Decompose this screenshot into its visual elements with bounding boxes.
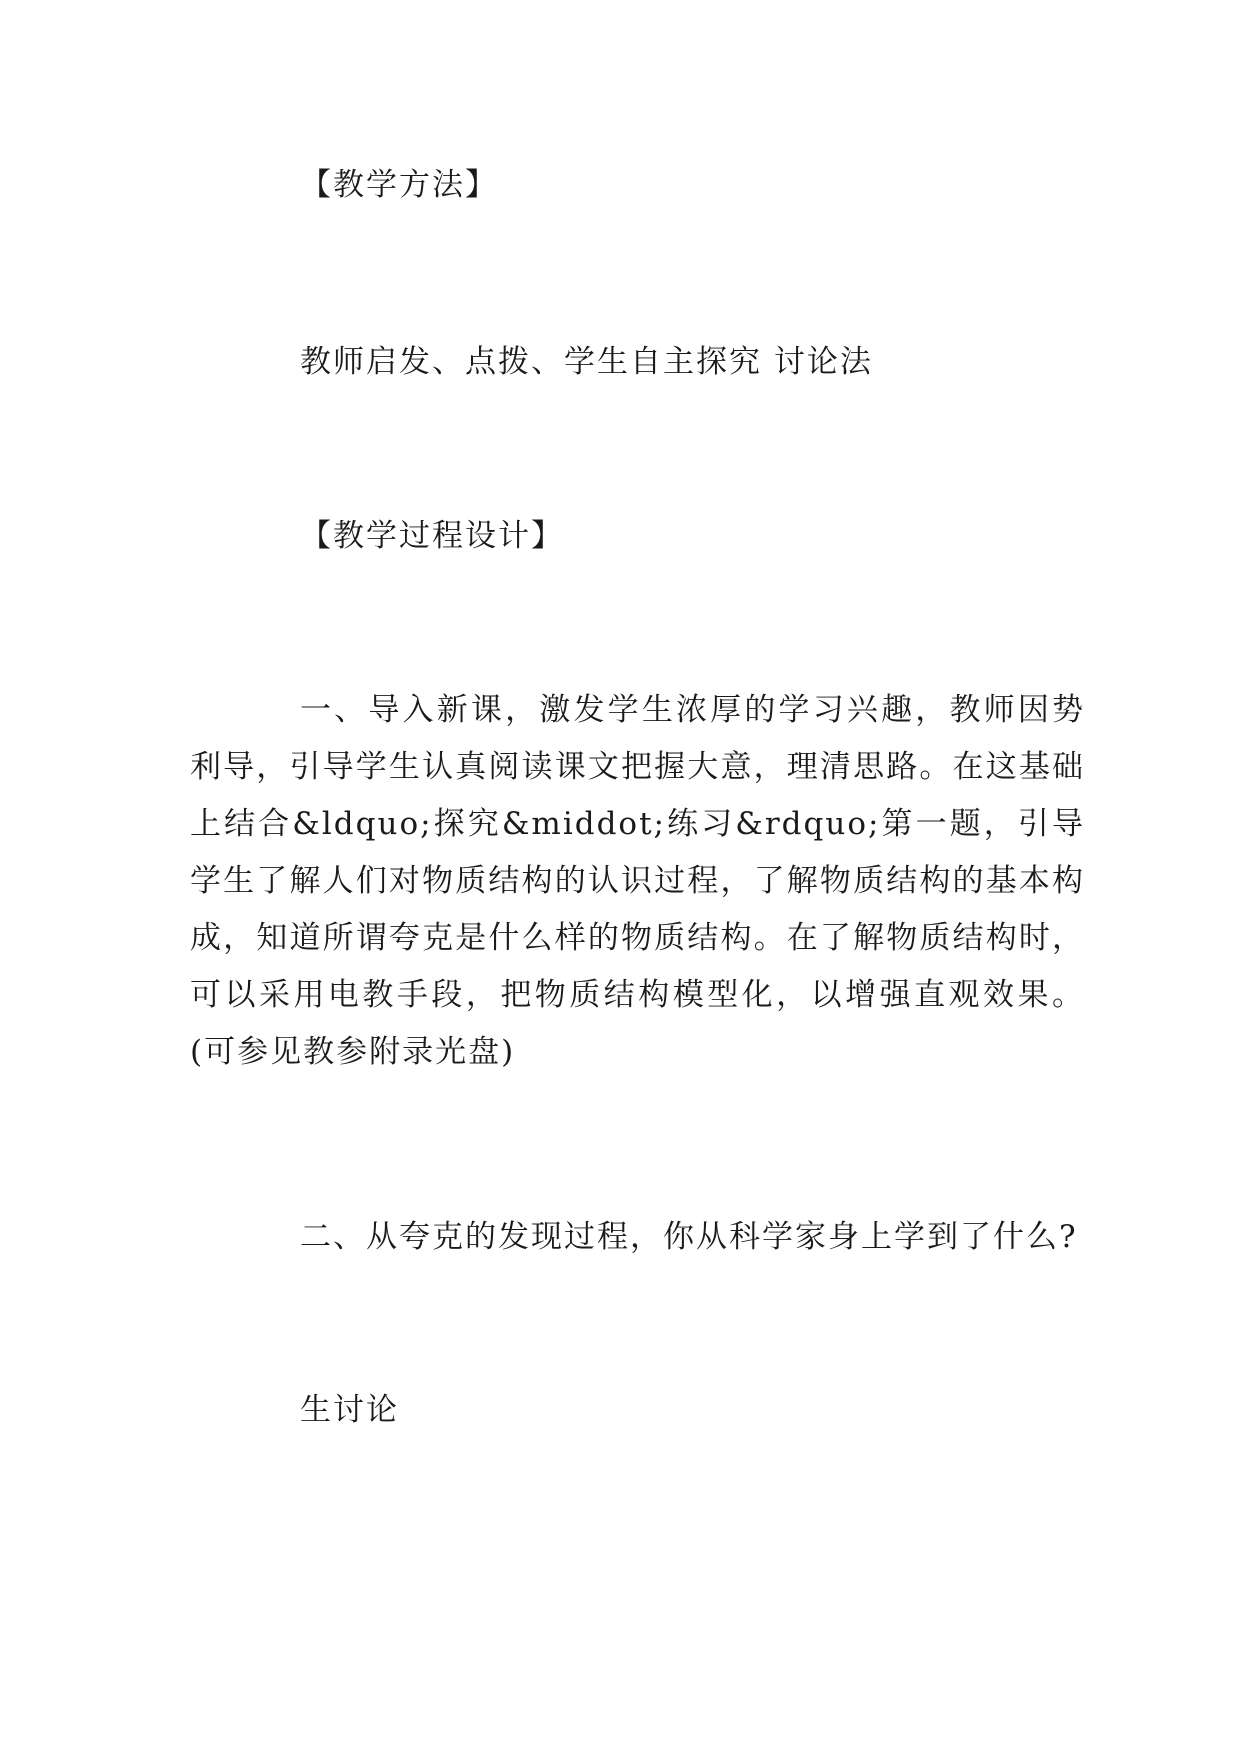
student-discussion-text: 生讨论 <box>300 1392 399 1428</box>
section-heading-teaching-method: 【教学方法】 <box>300 167 498 203</box>
paragraph-step-one: 一、导入新课，激发学生浓厚的学习兴趣，教师因势利导，引导学生认真阅读课文把握大意，理清思路。在这基础上结合&ldquo;探究&middot;练习&rdquo;第一题，引导学生了解人们对物质结构的认识过程，了解物质结构的基本构成，知道所谓夸克是什么样的物质结构。在了解物质结构时，可以采用电教手段，把物质结构模型化，以增强直观效果。(可参见教参附录光盘) <box>190 692 1085 1070</box>
section-heading-teaching-process: 【教学过程设计】 <box>300 518 564 554</box>
paragraph-step-two: 二、从夸克的发现过程，你从科学家身上学到了什么? <box>300 1219 1078 1255</box>
teaching-method-text: 教师启发、点拨、学生自主探究 讨论法 <box>300 344 873 380</box>
